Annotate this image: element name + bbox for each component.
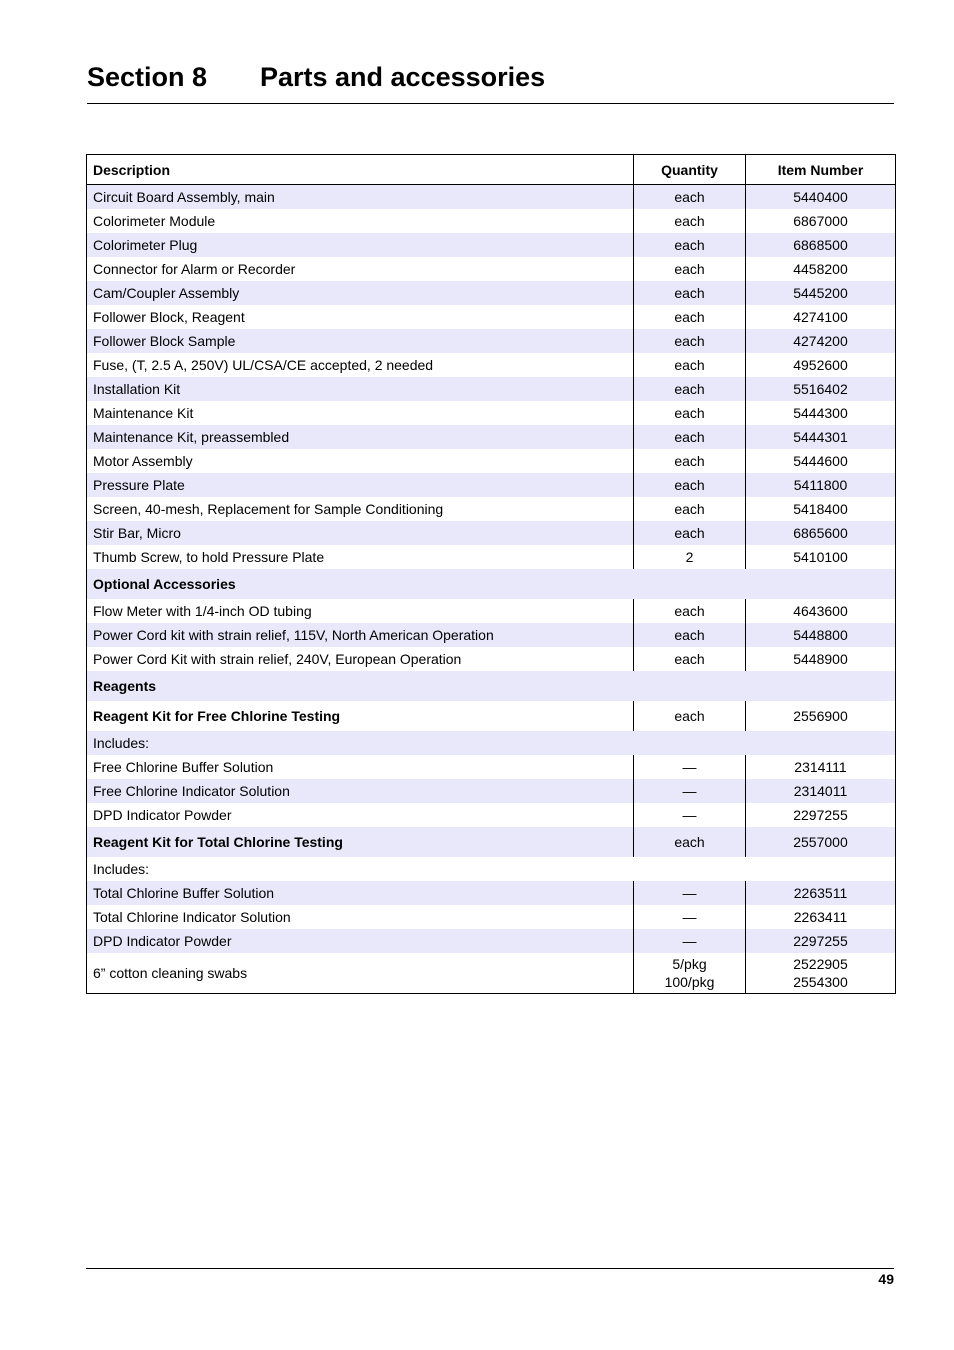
table-row [87,353,896,377]
quantity-line: 100/pkg [664,974,715,990]
cell-item-number: 2297255 [746,803,896,827]
cell-quantity: each [634,473,746,497]
table-row [87,401,896,425]
includes-row [87,731,896,755]
table-row [87,599,896,623]
cell-quantity: — [634,905,746,929]
cell-description: Connector for Alarm or Recorder [93,261,296,277]
item-number-line: 2554300 [793,974,848,990]
cell-item-number: 5448800 [746,623,896,647]
cell-item-number: 2557000 [746,827,896,857]
includes-row [87,857,896,881]
cell-quantity: each [634,209,746,233]
table-row [87,881,896,905]
cell-quantity: each [634,827,746,857]
cell-item-number: 5411800 [746,473,896,497]
cell-quantity: each [634,599,746,623]
cell-item-number [746,953,896,994]
cell-description: Free Chlorine Buffer Solution [93,759,274,775]
kit-row [87,827,896,857]
table-row [87,521,896,545]
section-label: Optional Accessories [87,569,896,599]
cell-item-number: 5418400 [746,497,896,521]
cell-item-number: 5516402 [746,377,896,401]
section-heading [87,60,894,104]
cell-item-number: 5444301 [746,425,896,449]
cell-description: Fuse, (T, 2.5 A, 250V) UL/CSA/CE accepted, 2 needed [93,357,434,373]
table-row [87,929,896,953]
table-row [87,779,896,803]
cell-quantity: each [634,281,746,305]
header-description: Description [87,155,634,185]
cell-item-number: 6867000 [746,209,896,233]
cell-item-number: 5440400 [746,185,896,210]
table-row [87,449,896,473]
cell-quantity: 2 [634,545,746,569]
section-row-reagents [87,671,896,701]
table-row [87,623,896,647]
table-row [87,257,896,281]
header-quantity: Quantity [634,155,746,185]
cell-quantity: — [634,881,746,905]
cell-item-number: 5444300 [746,401,896,425]
cell-quantity: each [634,701,746,731]
section-number: Section 8 [87,62,208,92]
kit-row [87,701,896,731]
cell-quantity: — [634,803,746,827]
cell-item-number: 2263511 [746,881,896,905]
table-row [87,803,896,827]
cell-quantity: each [634,425,746,449]
table-row [87,545,896,569]
cell-item-number: 4458200 [746,257,896,281]
cell-description: Free Chlorine Indicator Solution [87,779,634,803]
table-row [87,329,896,353]
footer-rule [86,1268,894,1269]
section-row-optional-accessories [87,569,896,599]
table-row [87,233,896,257]
cell-description: DPD Indicator Powder [87,929,634,953]
cell-item-number: 5410100 [746,545,896,569]
cell-quantity: each [634,305,746,329]
cell-quantity: each [634,233,746,257]
item-number-line: 2522905 [793,956,848,972]
cell-item-number: 2556900 [746,701,896,731]
cell-quantity: each [634,449,746,473]
cell-item-number: 2314011 [746,779,896,803]
cell-quantity: each [634,623,746,647]
cell-quantity [634,953,746,994]
cell-quantity: each [634,377,746,401]
cell-description: Reagent Kit for Total Chlorine Testing [87,827,634,857]
cell-description: Power Cord Kit with strain relief, 240V, European Operation [93,651,462,667]
table-row [87,209,896,233]
includes-label: Includes: [93,861,150,877]
cell-description: Circuit Board Assembly, main [87,185,634,210]
cell-description: Follower Block Sample [87,329,634,353]
table-row [87,425,896,449]
page-number: 49 [878,1271,894,1287]
cell-quantity: — [634,755,746,779]
cell-quantity: each [634,329,746,353]
cell-description: Installation Kit [87,377,634,401]
table-row [87,905,896,929]
cell-item-number: 4274100 [746,305,896,329]
cell-description: Motor Assembly [93,453,193,469]
cell-description: Follower Block, Reagent [93,309,245,325]
cell-item-number: 6865600 [746,521,896,545]
cell-item-number: 5444600 [746,449,896,473]
cell-quantity: each [634,497,746,521]
table-row [87,473,896,497]
cell-description: Maintenance Kit, preassembled [87,425,634,449]
cell-item-number: 2263411 [746,905,896,929]
table-row [87,953,896,994]
section-title: Parts and accessories [260,62,546,92]
cell-item-number: 6868500 [746,233,896,257]
cell-item-number: 4643600 [746,599,896,623]
section-label: Reagents [87,671,896,701]
table-header-row [87,155,896,185]
cell-description: Power Cord kit with strain relief, 115V, North American Operation [87,623,634,647]
cell-item-number: 4952600 [746,353,896,377]
cell-item-number: 5448900 [746,647,896,671]
cell-description: Total Chlorine Buffer Solution [87,881,634,905]
cell-item-number: 2297255 [746,929,896,953]
cell-description: Colorimeter Plug [87,233,634,257]
table-row [87,497,896,521]
table-row [87,185,896,210]
cell-description: Reagent Kit for Free Chlorine Testing [93,708,341,724]
cell-description: Total Chlorine Indicator Solution [93,909,291,925]
cell-description: Flow Meter with 1/4-inch OD tubing [93,603,312,619]
cell-description: Colorimeter Module [93,213,216,229]
cell-item-number: 2314111 [746,755,896,779]
cell-description: Screen, 40-mesh, Replacement for Sample Conditioning [93,501,444,517]
cell-description: DPD Indicator Powder [93,807,232,823]
cell-quantity: — [634,779,746,803]
cell-item-number: 4274200 [746,329,896,353]
cell-quantity: each [634,647,746,671]
table-row [87,281,896,305]
cell-description: 6” cotton cleaning swabs [93,965,248,981]
cell-description: Thumb Screw, to hold Pressure Plate [93,549,325,565]
cell-quantity: each [634,257,746,281]
cell-description: Pressure Plate [87,473,634,497]
cell-quantity: each [634,185,746,210]
cell-description: Maintenance Kit [93,405,194,421]
header-item-number: Item Number [746,155,896,185]
parts-table [86,154,896,994]
table-row [87,647,896,671]
quantity-line: 5/pkg [672,956,707,972]
cell-description: Cam/Coupler Assembly [87,281,634,305]
cell-quantity: — [634,929,746,953]
table-row [87,755,896,779]
table-row [87,305,896,329]
cell-quantity: each [634,353,746,377]
cell-quantity: each [634,401,746,425]
cell-quantity: each [634,521,746,545]
table-row [87,377,896,401]
cell-description: Stir Bar, Micro [87,521,634,545]
cell-item-number: 5445200 [746,281,896,305]
includes-label: Includes: [87,731,896,755]
